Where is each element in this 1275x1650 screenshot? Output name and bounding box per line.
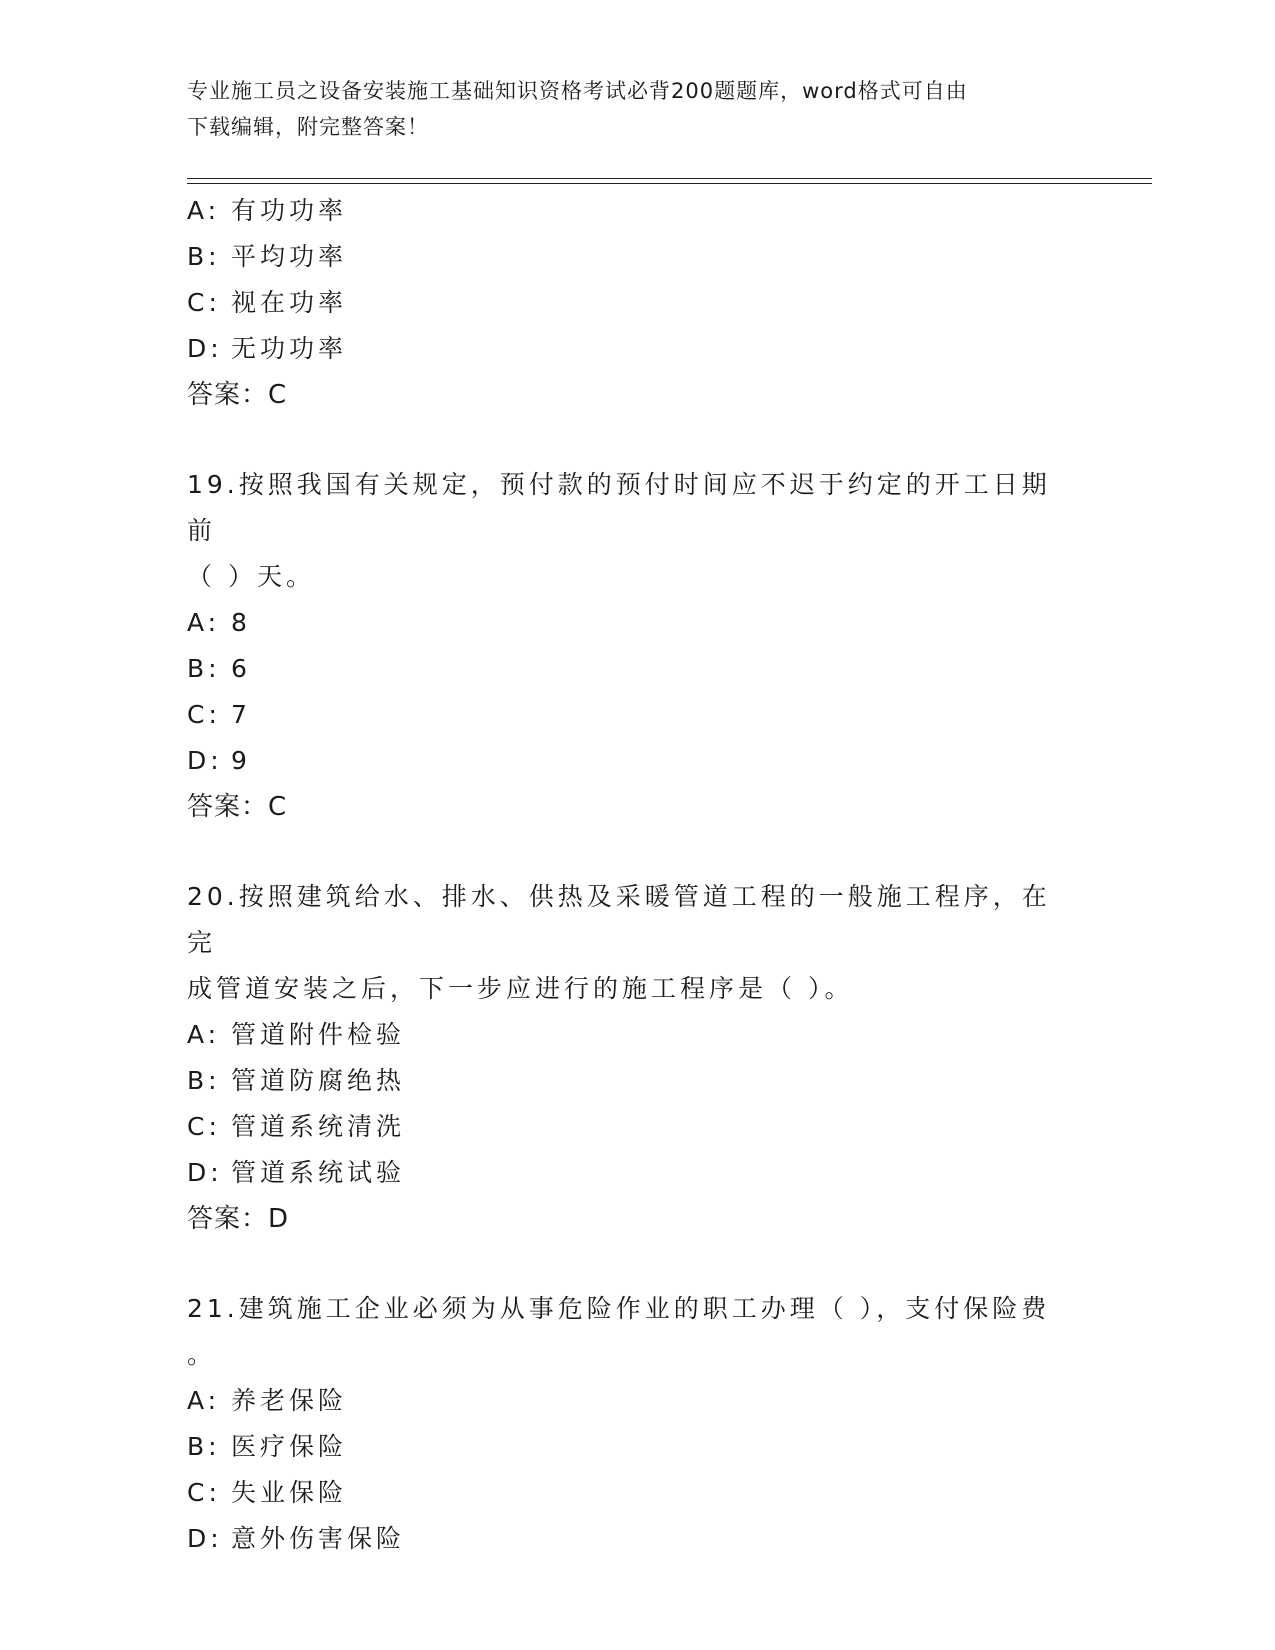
option-c: [187, 1104, 1087, 1150]
stem-line-1: 20.按照建筑给水、排水、供热及采暖管道工程的一般施工程序，在完: [187, 882, 1051, 957]
option-d: [187, 1150, 1087, 1196]
option-letter: A:: [187, 608, 221, 637]
option-text: 9: [231, 746, 251, 775]
option-letter: D:: [187, 1524, 223, 1553]
stem-line-2: （ ）天。: [187, 562, 315, 591]
option-letter: B:: [187, 1066, 221, 1095]
option-b: [187, 646, 1087, 692]
header-divider-top: [187, 178, 1152, 179]
option-letter: B:: [187, 242, 221, 271]
option-text: 无功功率: [231, 334, 348, 363]
option-letter: C:: [187, 1478, 221, 1507]
option-letter: D:: [187, 746, 223, 775]
option-letter: D:: [187, 334, 223, 363]
stem-line-2: 成管道安装之后，下一步应进行的施工程序是（ ）。: [187, 974, 854, 1003]
stem-line-1: 21.建筑施工企业必须为从事危险作业的职工办理（ ），支付保险费: [187, 1294, 1051, 1323]
option-letter: C:: [187, 288, 221, 317]
option-text: 管道系统试验: [231, 1158, 406, 1187]
option-letter: C:: [187, 1112, 221, 1141]
question-18: [187, 188, 1087, 418]
option-letter: A:: [187, 196, 221, 225]
answer-line: 答案：C: [187, 380, 288, 410]
option-a: [187, 600, 1087, 646]
option-d: [187, 738, 1087, 784]
option-letter: B:: [187, 654, 221, 683]
option-text: 管道附件检验: [231, 1020, 406, 1049]
question-19: [187, 462, 1087, 830]
option-b: [187, 1058, 1087, 1104]
option-c: [187, 1470, 1087, 1516]
option-letter: A:: [187, 1386, 221, 1415]
question-stem: [187, 874, 1067, 1012]
question-stem: [187, 462, 1067, 600]
option-b: [187, 1424, 1087, 1470]
option-c: [187, 280, 1087, 326]
option-text: 养老保险: [231, 1386, 348, 1415]
question-20: [187, 874, 1087, 1242]
option-a: [187, 188, 1087, 234]
header-line-2: 下载编辑，附完整答案！: [187, 115, 429, 139]
question-stem: [187, 1286, 1067, 1378]
option-letter: D:: [187, 1158, 223, 1187]
option-d: [187, 326, 1087, 372]
option-c: [187, 692, 1087, 738]
stem-line-2: 。: [187, 1340, 217, 1369]
option-letter: B:: [187, 1432, 221, 1461]
header-divider-bottom: [187, 183, 1152, 184]
answer-line: 答案：D: [187, 1204, 290, 1234]
question-21: [187, 1286, 1087, 1562]
document-header: [187, 73, 1067, 145]
option-text: 意外伤害保险: [231, 1524, 406, 1553]
option-text: 管道防腐绝热: [231, 1066, 406, 1095]
option-text: 8: [231, 608, 251, 637]
option-text: 有功功率: [231, 196, 348, 225]
header-line-1: 专业施工员之设备安装施工基础知识资格考试必背200题题库，word格式可自由: [187, 79, 968, 103]
option-text: 失业保险: [231, 1478, 348, 1507]
answer-line: 答案：C: [187, 792, 288, 822]
option-text: 管道系统清洗: [231, 1112, 406, 1141]
option-a: [187, 1378, 1087, 1424]
question-list: [187, 188, 1087, 1562]
option-d: [187, 1516, 1087, 1562]
option-text: 视在功率: [231, 288, 348, 317]
option-letter: C:: [187, 700, 221, 729]
option-text: 7: [231, 700, 251, 729]
option-text: 平均功率: [231, 242, 348, 271]
option-a: [187, 1012, 1087, 1058]
option-text: 医疗保险: [231, 1432, 348, 1461]
option-b: [187, 234, 1087, 280]
stem-line-1: 19.按照我国有关规定，预付款的预付时间应不迟于约定的开工日期前: [187, 470, 1051, 545]
option-letter: A:: [187, 1020, 221, 1049]
option-text: 6: [231, 654, 251, 683]
